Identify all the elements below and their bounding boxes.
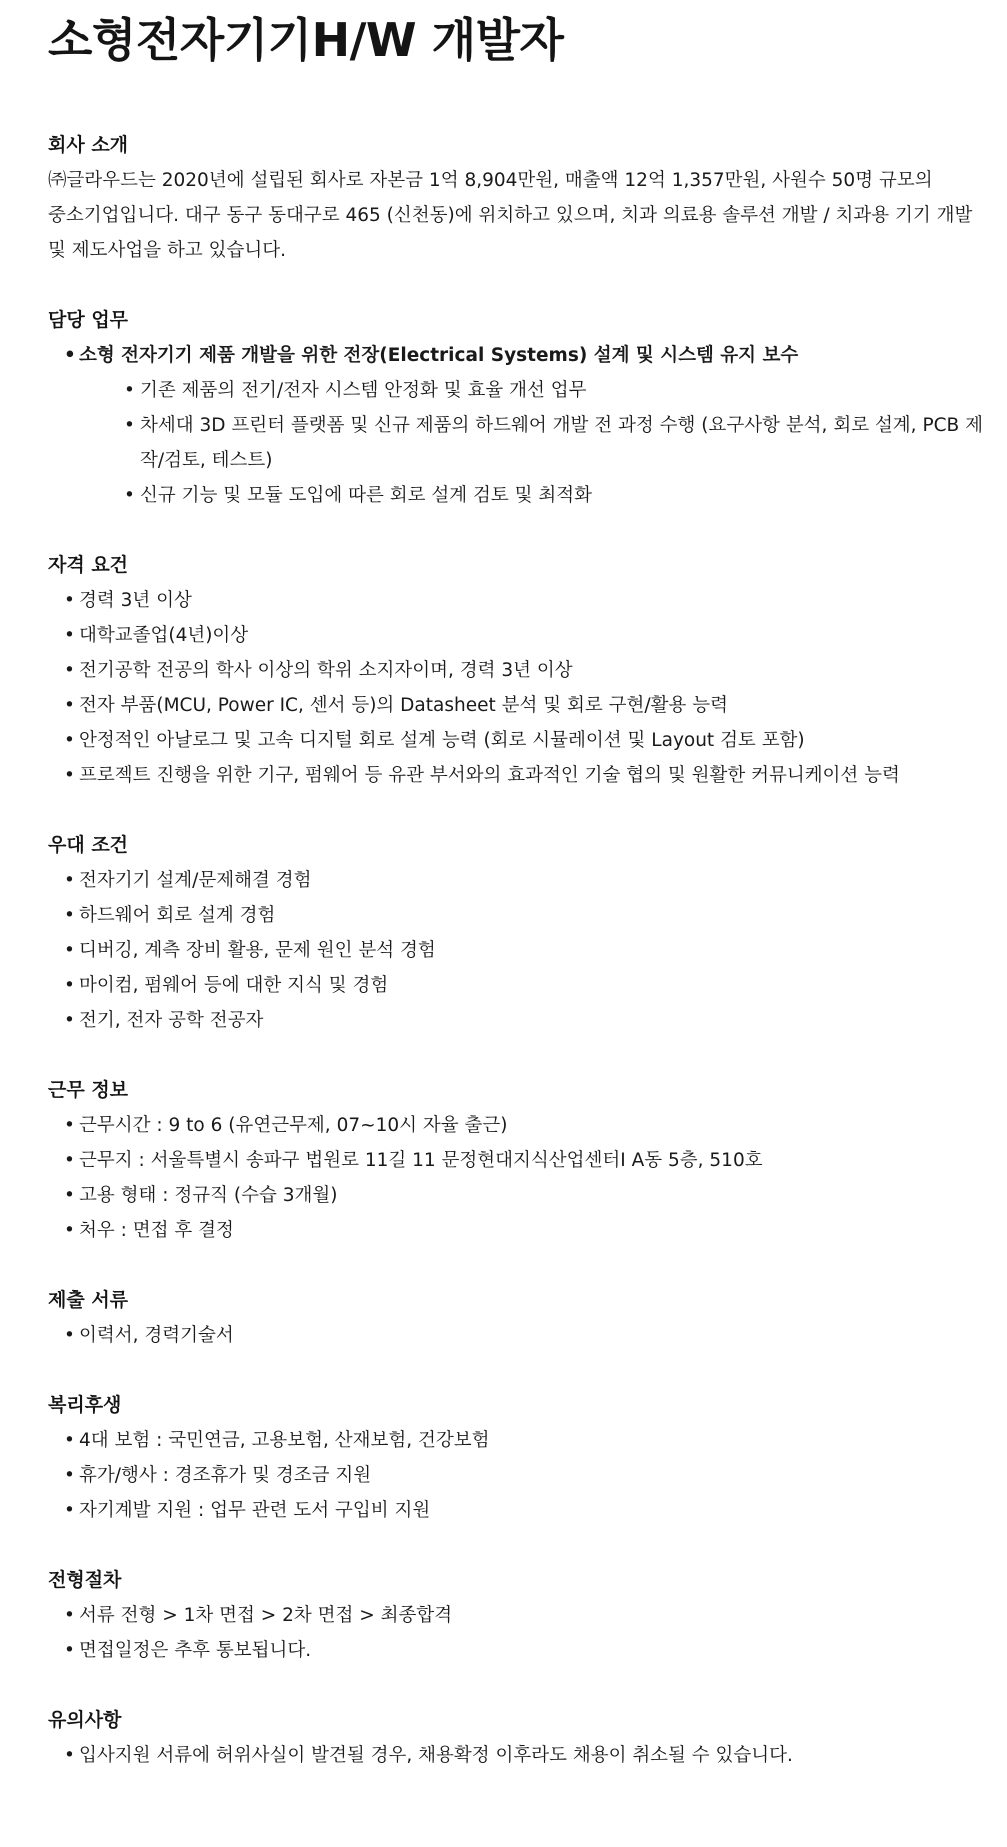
section-spacer: [48, 1038, 1007, 1073]
duties-section: [48, 303, 1007, 513]
list-item: • 서류 전형 > 1차 면접 > 2차 면접 > 최종합격: [48, 1598, 1007, 1633]
duty-sub-item: • 신규 기능 및 모듈 도입에 따른 회로 설계 검토 및 최적화: [79, 478, 994, 513]
list-item: • 자기계발 지원 : 업무 관련 도서 구입비 지원: [48, 1493, 1007, 1528]
section-spacer: [48, 268, 1007, 303]
duty-sub-list: [79, 373, 1007, 513]
company-description: ㈜글라우드는 2020년에 설립된 회사로 자본금 1억 8,904만원, 매출액 12억 1,357만원, 사원수 50명 규모의 중소기업입니다. 대구 동구 동대구로 465 (신천동)에 위치하고 있으며, 치과 의료용 솔루션 개발 / 치과용 기기 개발 및 제도사업을 하고 있습니다.: [48, 170, 973, 261]
list-item: • 근무시간 : 9 to 6 (유연근무제, 07~10시 자율 출근): [48, 1108, 1007, 1143]
list-item: • 경력 3년 이상: [48, 583, 1007, 618]
list-item: • 전자 부품(MCU, Power IC, 센서 등)의 Datasheet 분석 및 회로 구현/활용 능력: [48, 688, 1007, 723]
section-heading-requirements: 자격 요건: [48, 554, 129, 576]
work-info-list: [48, 1108, 1007, 1248]
list-item: • 4대 보험 : 국민연금, 고용보험, 산재보험, 건강보험: [48, 1423, 1007, 1458]
list-item: • 전기, 전자 공학 전공자: [48, 1003, 1007, 1038]
section-heading-duties: 담당 업무: [48, 309, 129, 331]
title-spacer: [48, 72, 1007, 128]
section-spacer: [48, 1528, 1007, 1563]
list-item: • 면접일정은 추후 통보됩니다.: [48, 1633, 1007, 1668]
list-item: • 휴가/행사 : 경조휴가 및 경조금 지원: [48, 1458, 1007, 1493]
list-item: • 대학교졸업(4년)이상: [48, 618, 1007, 653]
section-heading-process: 전형절차: [48, 1569, 122, 1591]
list-item: • 입사지원 서류에 허위사실이 발견될 경우, 채용확정 이후라도 채용이 취소될 수 있습니다.: [48, 1738, 1007, 1773]
section-heading-documents: 제출 서류: [48, 1289, 129, 1311]
benefits-section: [48, 1388, 1007, 1528]
list-item: • 하드웨어 회로 설계 경험: [48, 898, 1007, 933]
requirements-list: [48, 583, 1007, 793]
requirements-section: [48, 548, 1007, 793]
list-item: • 처우 : 면접 후 결정: [48, 1213, 1007, 1248]
list-item: • 전기공학 전공의 학사 이상의 학위 소지자이며, 경력 3년 이상: [48, 653, 1007, 688]
list-item: • 마이컴, 펌웨어 등에 대한 지식 및 경험: [48, 968, 1007, 1003]
list-item: • 근무지 : 서울특별시 송파구 법원로 11길 11 문정현대지식산업센터I A동 5층, 510호: [48, 1143, 1007, 1178]
duty-sub-item: • 기존 제품의 전기/전자 시스템 안정화 및 효율 개선 업무: [79, 373, 994, 408]
documents-section: [48, 1283, 1007, 1353]
section-spacer: [48, 1248, 1007, 1283]
section-spacer: [48, 1668, 1007, 1703]
section-spacer: [48, 513, 1007, 548]
section-heading-work: 근무 정보: [48, 1079, 129, 1101]
list-item: • 고용 형태 : 정규직 (수습 3개월): [48, 1178, 1007, 1213]
process-section: [48, 1563, 1007, 1668]
section-spacer: [48, 793, 1007, 828]
work-info-section: [48, 1073, 1007, 1248]
section-heading-benefits: 복리후생: [48, 1394, 122, 1416]
list-item: • 전자기기 설계/문제해결 경험: [48, 863, 1007, 898]
process-list: [48, 1598, 1007, 1668]
duty-main-text: 소형 전자기기 제품 개발을 위한 전장(Electrical Systems) 설계 및 시스템 유지 보수: [79, 345, 799, 366]
section-heading-preferred: 우대 조건: [48, 834, 129, 856]
list-item: • 이력서, 경력기술서: [48, 1318, 1007, 1353]
section-heading-notes: 유의사항: [48, 1709, 122, 1731]
notes-list: [48, 1738, 1007, 1773]
list-item: • 디버깅, 계측 장비 활용, 문제 원인 분석 경험: [48, 933, 1007, 968]
duty-sub-item: • 차세대 3D 프린터 플랫폼 및 신규 제품의 하드웨어 개발 전 과정 수행 (요구사항 분석, 회로 설계, PCB 제작/검토, 테스트): [79, 408, 994, 478]
notes-section: [48, 1703, 1007, 1773]
preferred-list: [48, 863, 1007, 1038]
preferred-section: [48, 828, 1007, 1038]
list-item: • 프로젝트 진행을 위한 기구, 펌웨어 등 유관 부서와의 효과적인 기술 협의 및 원활한 커뮤니케이션 능력: [48, 758, 1007, 793]
page-title: 소형전자기기H/W 개발자: [48, 13, 564, 67]
section-spacer: [48, 1353, 1007, 1388]
documents-list: [48, 1318, 1007, 1353]
duty-main-item: [48, 338, 1007, 513]
duties-list: [48, 338, 1007, 513]
benefits-list: [48, 1423, 1007, 1528]
company-section: [48, 128, 1007, 268]
list-item: • 안정적인 아날로그 및 고속 디지털 회로 설계 능력 (회로 시뮬레이션 및 Layout 검토 포함): [48, 723, 1007, 758]
section-heading-company: 회사 소개: [48, 134, 129, 156]
